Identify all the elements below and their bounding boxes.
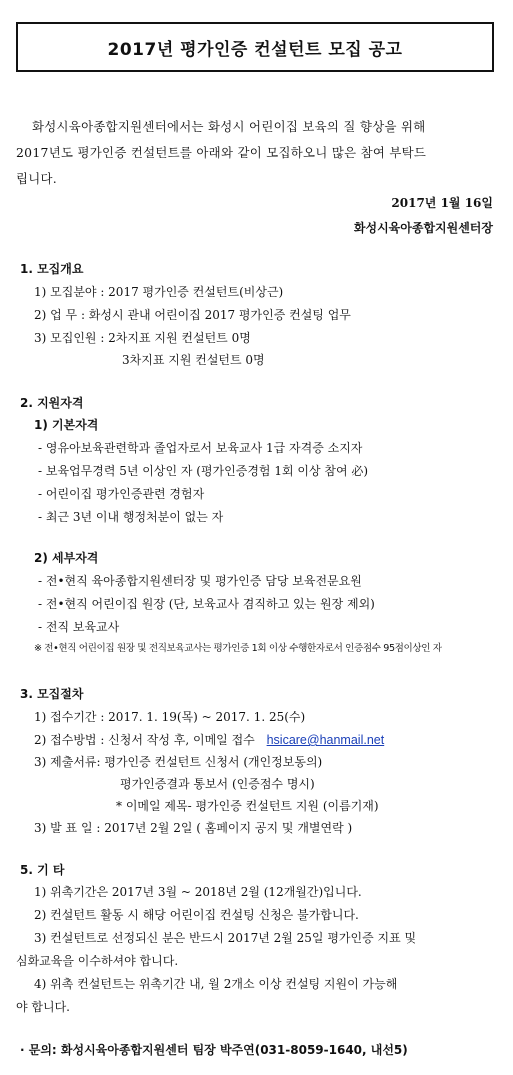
- intro-line-3: 립니다.: [16, 171, 58, 186]
- detail-qualification-item: - 전직 보육교사: [38, 620, 120, 634]
- section2-heading: 2. 지원자격: [20, 396, 84, 410]
- basic-qualification-heading: 1) 기본자격: [34, 418, 99, 432]
- email-link[interactable]: hsicare@hanmail.net: [266, 733, 385, 747]
- section3-item-2: [34, 732, 384, 748]
- notice-issuer: 화성시육아종합지원센터장: [353, 221, 493, 235]
- detail-qualification-heading: 2) 세부자격: [34, 551, 99, 565]
- basic-qualification-item: - 영유아보육관련학과 졸업자로서 보육교사 1급 자격증 소지자: [38, 441, 363, 455]
- contact-info: · 문의: 화성시육아종합지원센터 팀장 박주연(031-8059-1640, 내선5): [20, 1043, 408, 1057]
- section1-item-3: 3) 모집인원 : 2차지표 지원 컨설턴트 0명: [34, 331, 251, 345]
- detail-qualification-item: - 전•현직 육아종합지원센터장 및 평가인증 담당 보육전문요원: [38, 574, 362, 588]
- basic-qualification-item: - 최근 3년 이내 행정처분이 없는 자: [38, 510, 224, 524]
- section5-line: 1) 위촉기간은 2017년 3월 ~ 2018년 2월 (12개월간)입니다.: [34, 885, 362, 899]
- section5-line: 3) 컨설턴트로 선정되신 분은 반드시 2017년 2월 25일 평가인증 지표 및: [34, 931, 417, 945]
- intro-line-2: 2017년도 평가인증 컨설턴트를 아래와 같이 모집하오니 많은 참여 부탁드: [16, 145, 427, 160]
- basic-qualification-item: - 어린이집 평가인증관련 경험자: [38, 487, 205, 501]
- section3-item-2-text: 2) 접수방법 : 신청서 작성 후, 이메일 접수: [34, 733, 255, 747]
- section5-line: 심화교육을 이수하셔야 합니다.: [16, 954, 179, 968]
- section3-heading: 3. 모집절차: [20, 687, 84, 701]
- section5-line: 4) 위촉 컨설턴트는 위촉기간 내, 월 2개소 이상 컨설팅 지원이 가능해: [34, 977, 398, 991]
- intro-line-1: 화성시육아종합지원센터에서는 화성시 어린이집 보육의 질 향상을 위해: [32, 119, 426, 134]
- section3-item-1: 1) 접수기간 : 2017. 1. 19(목) ~ 2017. 1. 25(수): [34, 710, 306, 724]
- section3-item-4: 3) 발 표 일 : 2017년 2월 2일 ( 홈페이지 공지 및 개별연락 ): [34, 821, 353, 835]
- section5-heading: 5. 기 타: [20, 863, 65, 877]
- section1-item-1: 1) 모집분야 : 2017 평가인증 컨설턴트(비상근): [34, 285, 284, 299]
- section1-item-2: 2) 업 무 : 화성시 관내 어린이집 2017 평가인증 컨설팅 업무: [34, 308, 351, 322]
- page-title: 2017년 평가인증 컨설턴트 모집 공고: [107, 39, 403, 60]
- section3-item-3: 3) 제출서류: 평가인증 컨설턴트 신청서 (개인정보동의): [34, 755, 323, 769]
- section3-item-3c: * 이메일 제목- 평가인증 컨설턴트 지원 (이름기재): [116, 799, 379, 813]
- section1-heading: 1. 모집개요: [20, 262, 84, 276]
- section5-line: 야 합니다.: [16, 1000, 70, 1014]
- section3-item-3b: 평가인증결과 통보서 (인증점수 명시): [120, 777, 315, 791]
- qualification-note: ※ 전•현직 어린이집 원장 및 전직보육교사는 평가인증 1회 이상 수행한자로서 인증점수 95점이상인 자: [34, 643, 442, 654]
- basic-qualification-item: - 보육업무경력 5년 이상인 자 (평가인증경험 1회 이상 참여 必): [38, 464, 369, 478]
- section5-line: 2) 컨설턴트 활동 시 해당 어린이집 컨설팅 신청은 불가합니다.: [34, 908, 359, 922]
- detail-qualification-item: - 전•현직 어린이집 원장 (단, 보육교사 겸직하고 있는 원장 제외): [38, 597, 375, 611]
- section1-item-3b: 3차지표 지원 컨설턴트 0명: [122, 353, 265, 367]
- notice-date: 2017년 1월 16일: [391, 196, 493, 210]
- title-box: [16, 22, 494, 72]
